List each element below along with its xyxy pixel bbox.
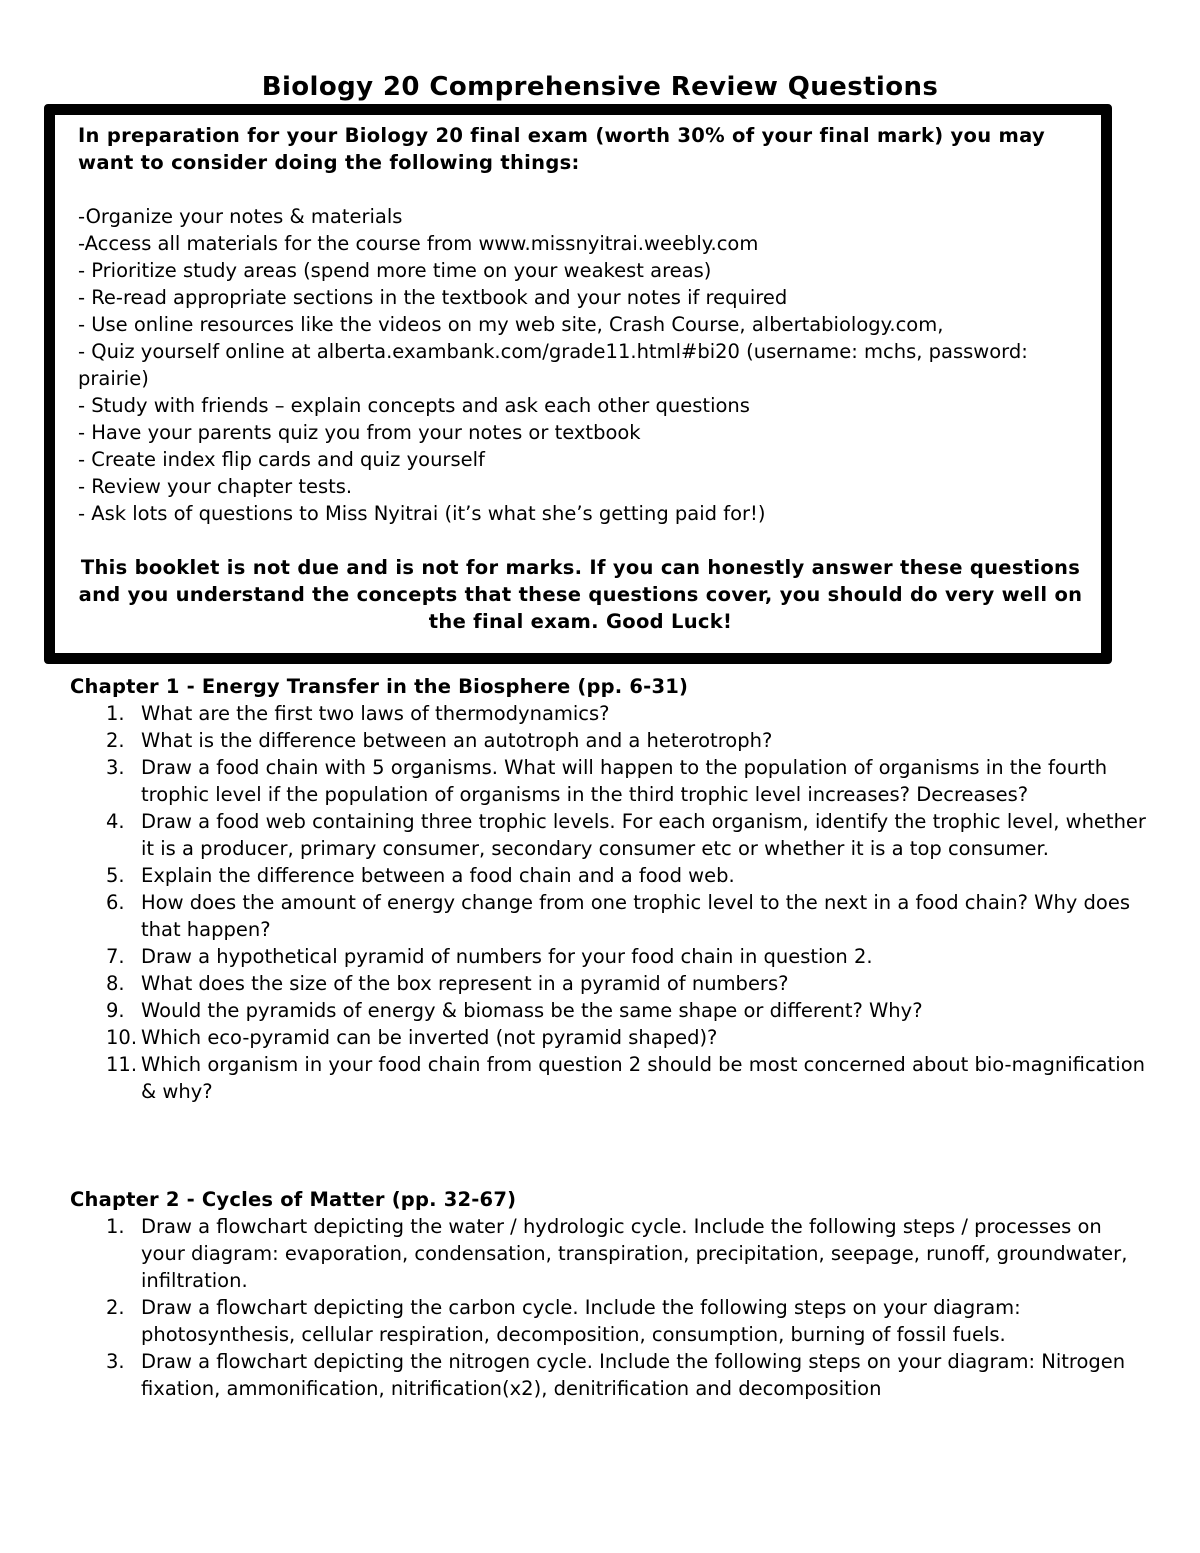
question-number: 3. [106,756,125,779]
question-item [70,1024,1150,1051]
question-number: 2. [106,1296,125,1319]
question-text: Draw a flowchart depicting the nitrogen cycle. Include the following steps on your diagram: Nitrogen fixation, ammonification, nitrification(x2), denitrification and decomposition [141,1350,1126,1400]
question-number: 10. [106,1026,138,1049]
question-item [70,943,1150,970]
question-item [70,862,1150,889]
question-number: 9. [106,999,125,1022]
spacer [78,176,1087,203]
question-item [70,1051,1150,1105]
question-item [70,1213,1150,1294]
question-number: 7. [106,945,125,968]
chapter-heading: Chapter 2 - Cycles of Matter (pp. 32-67) [70,1188,517,1211]
tip-item: - Study with friends – explain concepts and ask each other questions [78,394,750,417]
question-item [70,754,1150,808]
question-item [70,970,1150,997]
question-text: Which organism in your food chain from question 2 should be most concerned about bio-magnification & why? [141,1053,1145,1103]
tip-item: - Quiz yourself online at alberta.exambank.com/grade11.html#bi20 (username: mchs, password: prairie) [78,340,1028,390]
question-item [70,889,1150,943]
chapter-heading: Chapter 1 - Energy Transfer in the Biosphere (pp. 6-31) [70,675,689,698]
tip-item: - Ask lots of questions to Miss Nyitrai (it’s what she’s getting paid for!) [78,502,766,525]
question-text: Draw a hypothetical pyramid of numbers for your food chain in question 2. [141,945,873,968]
question-list [70,1213,1150,1402]
tips-intro: In preparation for your Biology 20 final exam (worth 30% of your final mark) you may want to consider doing the following things: [78,124,1046,174]
question-text: What are the first two laws of thermodynamics? [141,702,610,725]
question-number: 11. [106,1053,138,1076]
question-number: 1. [106,1215,125,1238]
question-text: How does the amount of energy change from one trophic level to the next in a food chain? Why does that happen? [141,891,1131,941]
question-item [70,1348,1150,1402]
tip-item: - Create index flip cards and quiz yourself [78,448,485,471]
chapter-2-section [70,1186,1150,1402]
tip-item: - Prioritize study areas (spend more time on your weakest areas) [78,259,712,282]
question-text: Would the pyramids of energy & biomass be the same shape or different? Why? [141,999,923,1022]
question-number: 6. [106,891,125,914]
question-item [70,997,1150,1024]
question-number: 2. [106,729,125,752]
question-item [70,808,1150,862]
page-title: Biology 20 Comprehensive Review Questions [261,72,939,102]
tip-item: - Review your chapter tests. [78,475,353,498]
tips-footer: This booklet is not due and is not for marks. If you can honestly answer these questions and you understand the concepts that these questions cover, you should do very well on the final exam. Good Luck! [78,556,1083,633]
question-item [70,1294,1150,1348]
question-number: 5. [106,864,125,887]
question-text: Draw a food web containing three trophic levels. For each organism, identify the trophic level, whether it is a producer, primary consumer, secondary consumer etc or whether it is a top consumer. [141,810,1146,860]
question-number: 8. [106,972,125,995]
tip-item: - Have your parents quiz you from your notes or textbook [78,421,641,444]
tip-item: - Use online resources like the videos on my web site, Crash Course, albertabiology.com, [78,313,944,336]
study-tips-box [44,104,1112,664]
question-item [70,700,1150,727]
tip-item: -Access all materials for the course from www.missnyitrai.weebly.com [78,232,759,255]
question-text: What does the size of the box represent in a pyramid of numbers? [141,972,789,995]
question-number: 3. [106,1350,125,1373]
question-item [70,727,1150,754]
chapter-1-section [70,673,1150,1105]
question-text: Draw a food chain with 5 organisms. What will happen to the population of organisms in the fourth trophic level if the population of organisms in the third trophic level increases? Decreases? [141,756,1108,806]
tip-item: - Re-read appropriate sections in the textbook and your notes if required [78,286,788,309]
tip-item: -Organize your notes & materials [78,205,403,228]
question-text: Draw a flowchart depicting the carbon cycle. Include the following steps on your diagram: photosynthesis, cellular respiration, decomposition, consumption, burning of fossil fuels. [141,1296,1021,1346]
question-text: Draw a flowchart depicting the water / hydrologic cycle. Include the following steps / processes on your diagram: evaporation, condensation, transpiration, precipitation, seepage, runoff, groundwater, infiltration. [141,1215,1128,1292]
question-text: Explain the difference between a food chain and a food web. [141,864,735,887]
question-number: 4. [106,810,125,833]
question-text: What is the difference between an autotroph and a heterotroph? [141,729,773,752]
question-text: Which eco-pyramid can be inverted (not pyramid shaped)? [141,1026,718,1049]
tips-list [78,203,1087,527]
question-number: 1. [106,702,125,725]
question-list [70,700,1150,1105]
